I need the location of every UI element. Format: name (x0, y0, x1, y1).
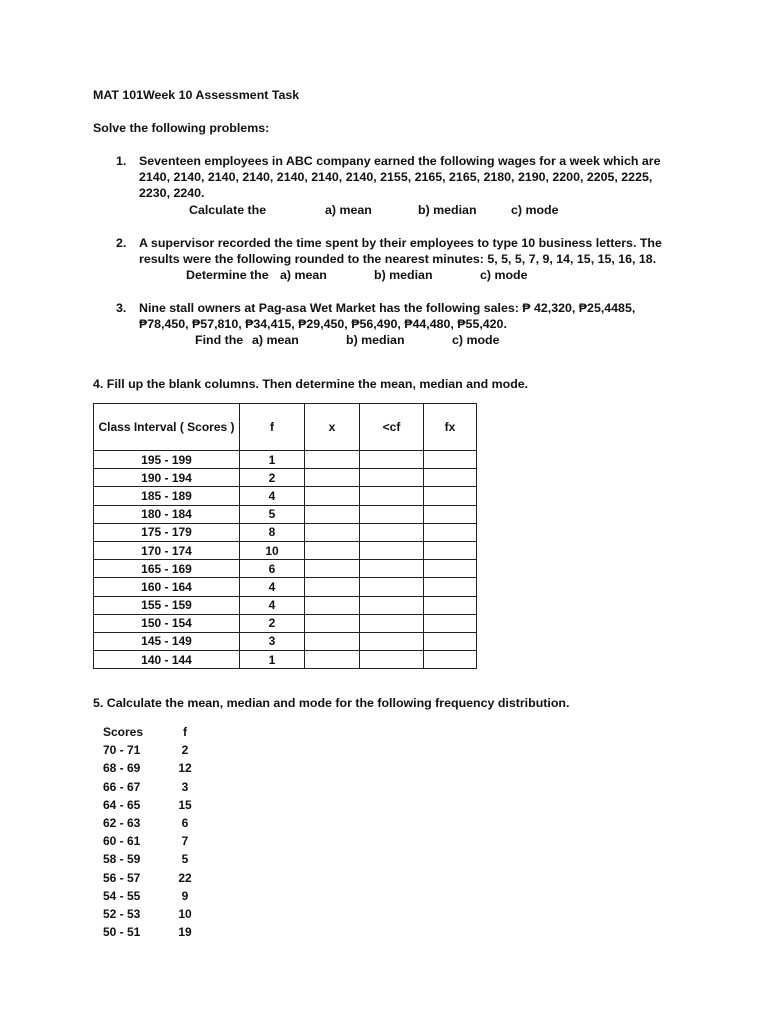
interval-cell: 150 - 154 (94, 614, 240, 632)
interval-cell: 185 - 189 (94, 487, 240, 505)
f-cell: 4 (240, 578, 305, 596)
list-item (103, 834, 205, 852)
problem-text-line: 2140, 2140, 2140, 2140, 2140, 2140, 2140, 2155, 2165, 2165, 2180, 2190, 2200, 2205, 2225, (139, 170, 653, 184)
blank-cell (424, 505, 477, 523)
option-mean: a) mean (280, 268, 327, 282)
list-item (103, 761, 205, 779)
f-cell: 1 (240, 651, 305, 669)
scores-cell: 60 - 61 (103, 834, 141, 849)
problem-text-line: A supervisor recorded the time spent by their employees to type 10 business letters. The (139, 236, 662, 250)
table-row (94, 632, 477, 650)
frequency-table (93, 403, 477, 669)
problem-text-line: results were the following rounded to the nearest minutes: 5, 5, 5, 7, 9, 14, 15, 15, 16, 18. (139, 252, 657, 266)
blank-cell (424, 614, 477, 632)
blank-cell (305, 541, 360, 559)
option-median: b) median (374, 268, 433, 282)
f-cell: 19 (178, 925, 192, 940)
table-row (94, 614, 477, 632)
blank-cell (424, 523, 477, 541)
f-cell: 4 (240, 487, 305, 505)
blank-cell (424, 541, 477, 559)
list-item (103, 816, 205, 834)
blank-cell (360, 487, 424, 505)
interval-cell: 140 - 144 (94, 651, 240, 669)
frequency-distribution (103, 725, 205, 943)
header-fx: fx (424, 404, 477, 451)
option-mode: c) mode (480, 268, 528, 282)
f-cell: 4 (240, 596, 305, 614)
option-mean: a) mean (252, 333, 299, 347)
blank-cell (305, 651, 360, 669)
document-title: MAT 101Week 10 Assessment Task (93, 88, 300, 102)
interval-cell: 165 - 169 (94, 560, 240, 578)
problem-number: 1. (116, 154, 127, 168)
list-item (103, 889, 205, 907)
problem-lead: Calculate the (189, 203, 267, 217)
f-cell: 7 (181, 834, 189, 849)
blank-cell (305, 614, 360, 632)
list-item (103, 852, 205, 870)
instructions: Solve the following problems: (93, 121, 270, 135)
blank-cell (360, 578, 424, 596)
table-row (94, 560, 477, 578)
blank-cell (360, 596, 424, 614)
f-cell: 5 (240, 505, 305, 523)
blank-cell (305, 596, 360, 614)
blank-cell (424, 596, 477, 614)
header-scores: Scores (103, 725, 144, 739)
problem-4-heading: 4. Fill up the blank columns. Then determine the mean, median and mode. (93, 377, 529, 391)
table-row (94, 451, 477, 469)
blank-cell (360, 505, 424, 523)
problem-number: 2. (116, 236, 127, 250)
f-cell: 5 (181, 852, 189, 867)
option-median: b) median (418, 203, 477, 217)
blank-cell (360, 632, 424, 650)
list-item (103, 798, 205, 816)
scores-cell: 66 - 67 (103, 779, 141, 794)
f-cell: 22 (178, 870, 192, 885)
blank-cell (424, 578, 477, 596)
blank-cell (305, 505, 360, 523)
blank-cell (305, 487, 360, 505)
table-row (94, 578, 477, 596)
scores-cell: 52 - 53 (103, 906, 141, 921)
f-cell: 6 (181, 815, 189, 830)
problem-lead: Determine the (186, 268, 269, 282)
scores-cell: 70 - 71 (103, 743, 141, 758)
header-f: f (240, 404, 305, 451)
scores-cell: 54 - 55 (103, 888, 141, 903)
scores-cell: 64 - 65 (103, 797, 141, 812)
f-cell: 10 (240, 541, 305, 559)
f-cell: 1 (240, 451, 305, 469)
blank-cell (424, 451, 477, 469)
list-item (103, 743, 205, 761)
blank-cell (360, 523, 424, 541)
list-item (103, 925, 205, 943)
scores-cell: 58 - 59 (103, 852, 141, 867)
interval-cell: 180 - 184 (94, 505, 240, 523)
problem-text-line: Seventeen employees in ABC company earned the following wages for a week which are (139, 154, 661, 168)
blank-cell (305, 560, 360, 578)
table-row (94, 487, 477, 505)
option-mode: c) mode (452, 333, 500, 347)
interval-cell: 155 - 159 (94, 596, 240, 614)
interval-cell: 170 - 174 (94, 541, 240, 559)
blank-cell (360, 469, 424, 487)
f-cell: 2 (181, 743, 189, 758)
f-cell: 9 (181, 888, 189, 903)
f-cell: 12 (178, 761, 192, 776)
header-f: f (183, 725, 187, 739)
table-row (94, 523, 477, 541)
blank-cell (424, 632, 477, 650)
blank-cell (305, 523, 360, 541)
option-mean: a) mean (325, 203, 372, 217)
list-item (103, 780, 205, 798)
problem-text-line: Nine stall owners at Pag-asa Wet Market has the following sales: ₱ 42,320, ₱25,4485, (139, 301, 636, 315)
table-row (94, 541, 477, 559)
f-cell: 2 (240, 614, 305, 632)
scores-cell: 50 - 51 (103, 925, 141, 940)
blank-cell (305, 451, 360, 469)
blank-cell (424, 560, 477, 578)
problem-number: 3. (116, 301, 127, 315)
blank-cell (305, 469, 360, 487)
blank-cell (424, 651, 477, 669)
f-cell: 3 (181, 779, 189, 794)
list-item (103, 907, 205, 925)
blank-cell (360, 651, 424, 669)
interval-cell: 195 - 199 (94, 451, 240, 469)
list-item (103, 871, 205, 889)
problem-lead: Find the (195, 333, 244, 347)
f-cell: 8 (240, 523, 305, 541)
blank-cell (305, 632, 360, 650)
interval-cell: 160 - 164 (94, 578, 240, 596)
scores-cell: 68 - 69 (103, 761, 141, 776)
table-row (94, 596, 477, 614)
f-cell: 15 (178, 797, 192, 812)
table-row (94, 505, 477, 523)
option-mode: c) mode (511, 203, 559, 217)
f-cell: 2 (240, 469, 305, 487)
blank-cell (360, 451, 424, 469)
blank-cell (360, 541, 424, 559)
problem-text-line: 2230, 2240. (139, 186, 205, 200)
problem-text-line: ₱78,450, ₱57,810, ₱34,415, ₱29,450, ₱56,490, ₱44,480, ₱55,420. (139, 317, 507, 331)
blank-cell (424, 487, 477, 505)
f-cell: 6 (240, 560, 305, 578)
blank-cell (424, 469, 477, 487)
interval-cell: 175 - 179 (94, 523, 240, 541)
table-row (94, 469, 477, 487)
table-row (94, 651, 477, 669)
f-cell: 10 (178, 906, 192, 921)
header-x: x (305, 404, 360, 451)
scores-cell: 56 - 57 (103, 870, 141, 885)
blank-cell (360, 614, 424, 632)
distribution-header-row (103, 725, 205, 743)
table-header-row (94, 404, 477, 451)
problem-5-heading: 5. Calculate the mean, median and mode for the following frequency distribution. (93, 696, 570, 710)
interval-cell: 145 - 149 (94, 632, 240, 650)
f-cell: 3 (240, 632, 305, 650)
option-median: b) median (346, 333, 405, 347)
interval-cell: 190 - 194 (94, 469, 240, 487)
header-class-interval: Class Interval ( Scores ) (94, 404, 240, 451)
blank-cell (360, 560, 424, 578)
blank-cell (305, 578, 360, 596)
scores-cell: 62 - 63 (103, 815, 141, 830)
header-cf: <cf (360, 404, 424, 451)
